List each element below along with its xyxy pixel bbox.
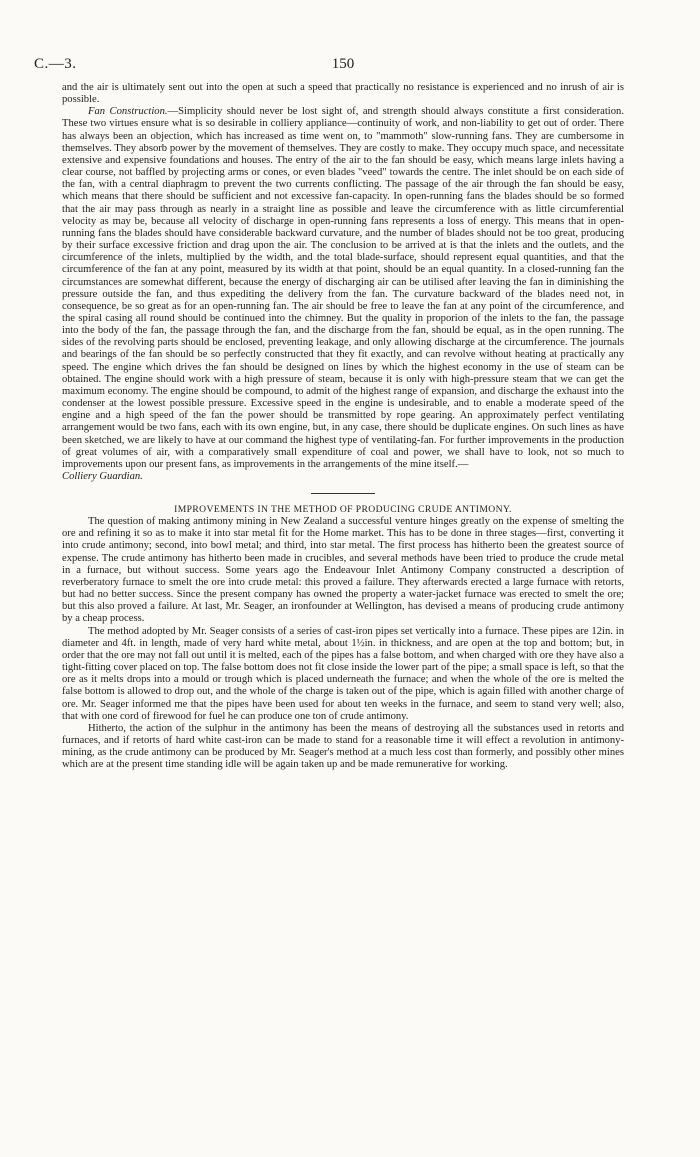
antimony-paragraph-1: The question of making antimony mining in New Zealand a successful venture hinges greatly on the expense of smelting the ore and refining it so as to make it into star metal fit for the Home market. This has to be done in three stages—first, converting it into crude antimony; second, into bowl metal; and third, into star metal. The first process has hitherto been the greatest source of expense. The crude antimony has hitherto been made in crucibles, and several methods have been tried to produce the crude metal in a furnace, but without success. Some years ago the Endeavour Inlet Antimony Company constructed a description of reverberatory furnace to smelt the ore into crude metal: this proved a failure. They afterwards erected a large furnace with retorts, but had no better success. Since the present company has owned the property a water-jacket furnace was erected to smelt the ore; but this also proved a failure. At last, Mr. Seager, an ironfounder at Wellington, has devised a means of producing crude antimony by a cheap process. bbox=[62, 516, 624, 625]
page bbox=[34, 56, 624, 771]
source-name: Colliery Guardian. bbox=[62, 471, 143, 482]
fan-construction-body: —Simplicity should never be lost sight of, and strength should always constitute a first consideration. These two virtues ensure what is so desirable in colliery appliance—continuity of work, and non-liability to get out of order. There has always been an objection, which has increased as time went on, to "mammoth" slow-running fans. They are cumbersome in themselves. They absorb power by the movement of themselves. They are costly to make. They occupy much space, and necessitate extensive and expensive foundations and houses. The entry of the air to the fan should be easy, which means large inlets having a clear course, not baffled by projecting arms or cones, or even blades "veed" towards the centre. The inlet should be on each side of the fan, with a central diaphragm to prevent the two currents conflicting. The passage of the air through the fan should be easy, which means that there should be sufficient and not excessive fan-capacity. In open-running fans the blades should be so formed that the air may pass through as nearly in a straight line as possible and leave the circumference with as little circumferential velocity as may be, because all velocity of discharge in open-running fans represents a loss of energy. This means that in open-running fans the blades should have considerable backward curvature, and the number of blades should not be too great, producing by their surface excessive friction and drag upon the air. The conclusion to be arrived at is that the inlets and the outlets, and the circumference of the inlets, multiplied by the width, and the total blade-surface, should represent equal quantities, and that the circumference of the fan at any point, measured by its width at that point, should be an equal quantity. In a closed-running fan the circumstances are somewhat different, because the energy of discharging air can be utilised after leaving the fan in diminishing the pressure outside the fan, and thus expediting the delivery from the fan. The curvature backward of the blades need not, in consequence, be so great as for an open-running fan. The air should be free to leave the fan at any point of the circumference, and the spiral casing all round should be continued into the chimney. But the quality in proporion of the inlets to the fan, the passage into the body of the fan, the passage through the fan, and the discharge from the fan, should be equal, as in the open running. The sides of the revolving parts should be enclosed, preventing leakage, and only allowing discharge at the circumference. The journals and bearings of the fan should be so perfectly constructed that they fit exactly, and can revolve without heating at practically any speed. The engine which drives the fan should be designed on lines by which the highest economy in the use of steam can be obtained. The engine should work with a high pressure of steam, because it is only with high-pressure steam that we can get the maximum economy. The engine should be compound, to admit of the highest range of expansion, and discharge the exhaust into the condenser at the lowest possible pressure. Excessive speed in the engine is undesirable, and to enable a moderate speed of the engine and a high speed of the fan the power should be transmitted by rope gearing. An approximately perfect ventilating arrangement would be two fans, each with its own engine, but, in any case, there should be duplicate engines. On such lines as have been sketched, we are likely to have at our command the highest type of ventilating-fan. For further improvements in the production of great volumes of air, with a comparatively small expenditure of coal and power, we shall have to look, not so much to improvements upon our present fans, as improvements in the arrangements of the mine itself.— bbox=[62, 106, 624, 470]
antimony-paragraph-3: Hitherto, the action of the sulphur in the antimony has been the means of destroying all the substances used in retorts and furnaces, and if retorts of hard white cast-iron can be made to stand for a reasonable time it will effect a revolution in antimony-mining, as the crude antimony can be produced by Mr. Seager's method at a much less cost than formerly, and possibly other mines which are at the present time standing idle will be again taken up and be made remunerative for working. bbox=[62, 722, 624, 771]
source-citation bbox=[62, 471, 624, 483]
fan-construction-heading: Fan Construction. bbox=[88, 106, 168, 118]
continued-paragraph: and the air is ultimately sent out into the open at such a speed that practically no resistance is experienced and no inrush of air is possible. bbox=[62, 82, 624, 106]
antimony-paragraph-2: The method adopted by Mr. Seager consists of a series of cast-iron pipes set vertically into a furnace. These pipes are 12in. in diameter and 4ft. in length, made of very hard white metal, about 1½in. in thickness, and are open at the top and bottom; but, in order that the ore may not fall out until it is melted, each of the pipes has a false bottom, and when charged with ore they have also a tight-fitting cover placed on top. The false bottom does not fit close inside the lower part of the pipe; a small space is left, so that the ore as it melts drops into a mould or trough which is placed underneath the furnace; and when the whole of the ore is melted the false bottom is allowed to drop out, and the whole of the charge is taken out of the pipe, which is again filled with another charge of ore. Mr. Seager informed me that the pipes have been used for about ten weeks in the furnace, and seem to stand very well; also, that with one cord of firewood for fuel he can produce one ton of crude antimony. bbox=[62, 625, 624, 722]
page-number: 150 bbox=[331, 56, 355, 72]
page-header bbox=[34, 56, 624, 82]
document-reference: C.—3. bbox=[34, 56, 77, 72]
fan-construction-paragraph bbox=[62, 106, 624, 471]
section-divider bbox=[311, 493, 375, 494]
article-title: IMPROVEMENTS IN THE METHOD OF PRODUCING CRUDE ANTIMONY. bbox=[174, 504, 512, 516]
